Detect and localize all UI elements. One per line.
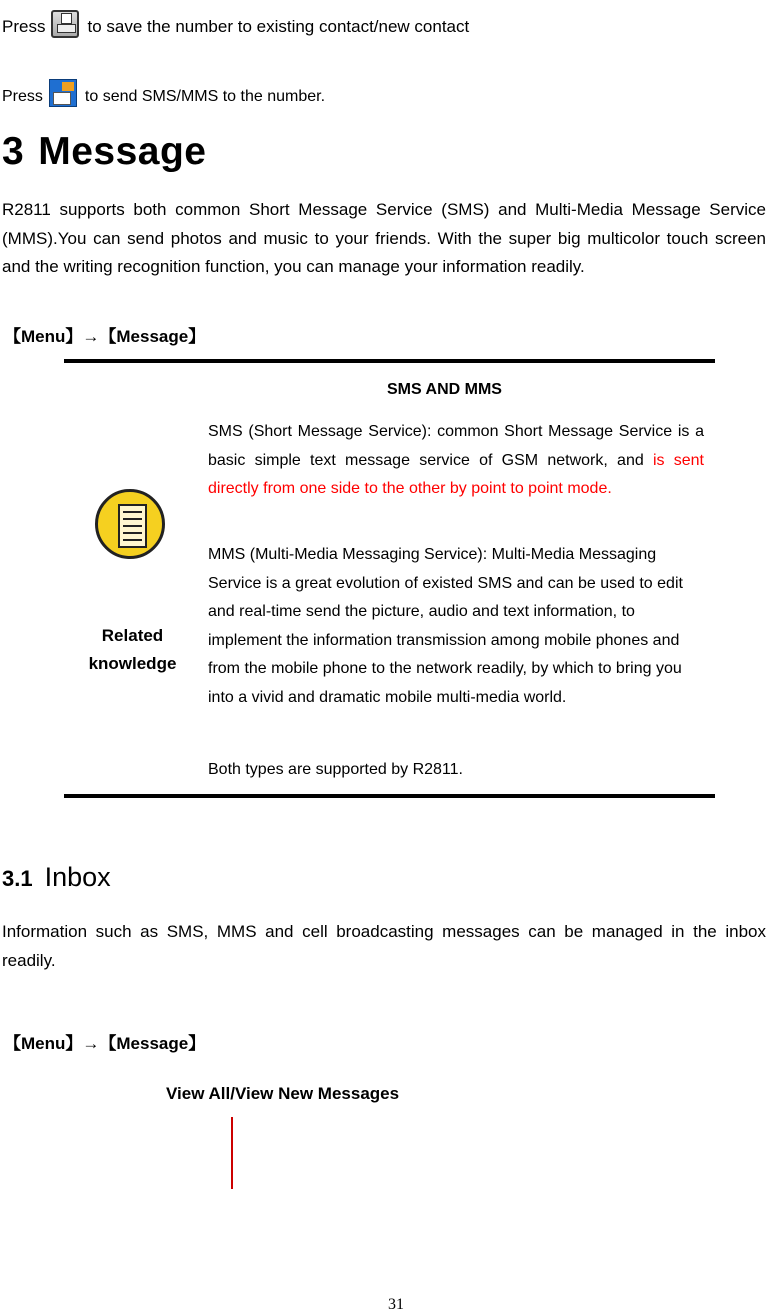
page-number: 31 [388,1296,404,1313]
box-top-rule [64,359,715,363]
box-bottom-rule [64,794,715,798]
save-instruction-text: to save the number to existing contact/new contact [87,17,470,36]
save-disk-icon [51,10,79,38]
section-intro: Information such as SMS, MMS and cell broadcasting messages can be managed in the inbox readily. [2,922,766,970]
section-menu-path: 【Menu】→【Message】 [4,1034,206,1053]
sms-instruction-text: to send SMS/MMS to the number. [84,88,326,105]
menu-path: 【Menu】→【Message】 [4,327,206,346]
chapter-title: Message [38,130,207,173]
sms-description-highlight: is sent directly from one side to the other by point to point mode. [208,451,704,497]
save-instruction [2,10,469,38]
mms-description: MMS (Multi-Media Messaging Service): Multi-Media Messaging Service is a great evolution of existed SMS and can be used to edit and real-time send the picture, audio and text information, to implement the information transmission among mobile phones and from the mobile phone to the network readily, by which to bring you into a vivid and dramatic mobile multi-media world. [208,546,683,706]
note-book-icon [95,489,165,559]
sms-description-text: SMS (Short Message Service): common Short Message Service is a basic simple text message service of GSM network, and [208,423,704,469]
section-title: Inbox [44,862,111,892]
view-messages-label: View All/View New Messages [166,1084,400,1103]
sms-description [208,418,704,504]
pointer-line [231,1117,233,1189]
chapter-intro: R2811 supports both common Short Message Service (SMS) and Multi-Media Message Service (MMS).You can send photos and music to your friends. With the super big multicolor touch screen and the writing recognition function, you can manage your information readily. [2,200,766,276]
save-prefix: Press [2,17,46,36]
section-heading [2,862,111,893]
sms-prefix: Press [2,88,43,105]
section-number: 3.1 [2,866,33,891]
chapter-number: 3 [2,130,25,173]
related-knowledge-label: Related knowledge [88,626,177,673]
sms-instruction [2,79,325,107]
chapter-heading [2,130,206,174]
support-statement: Both types are supported by R2811. [208,761,463,778]
related-box-title: SMS AND MMS [387,381,502,398]
message-envelope-icon [49,79,77,107]
